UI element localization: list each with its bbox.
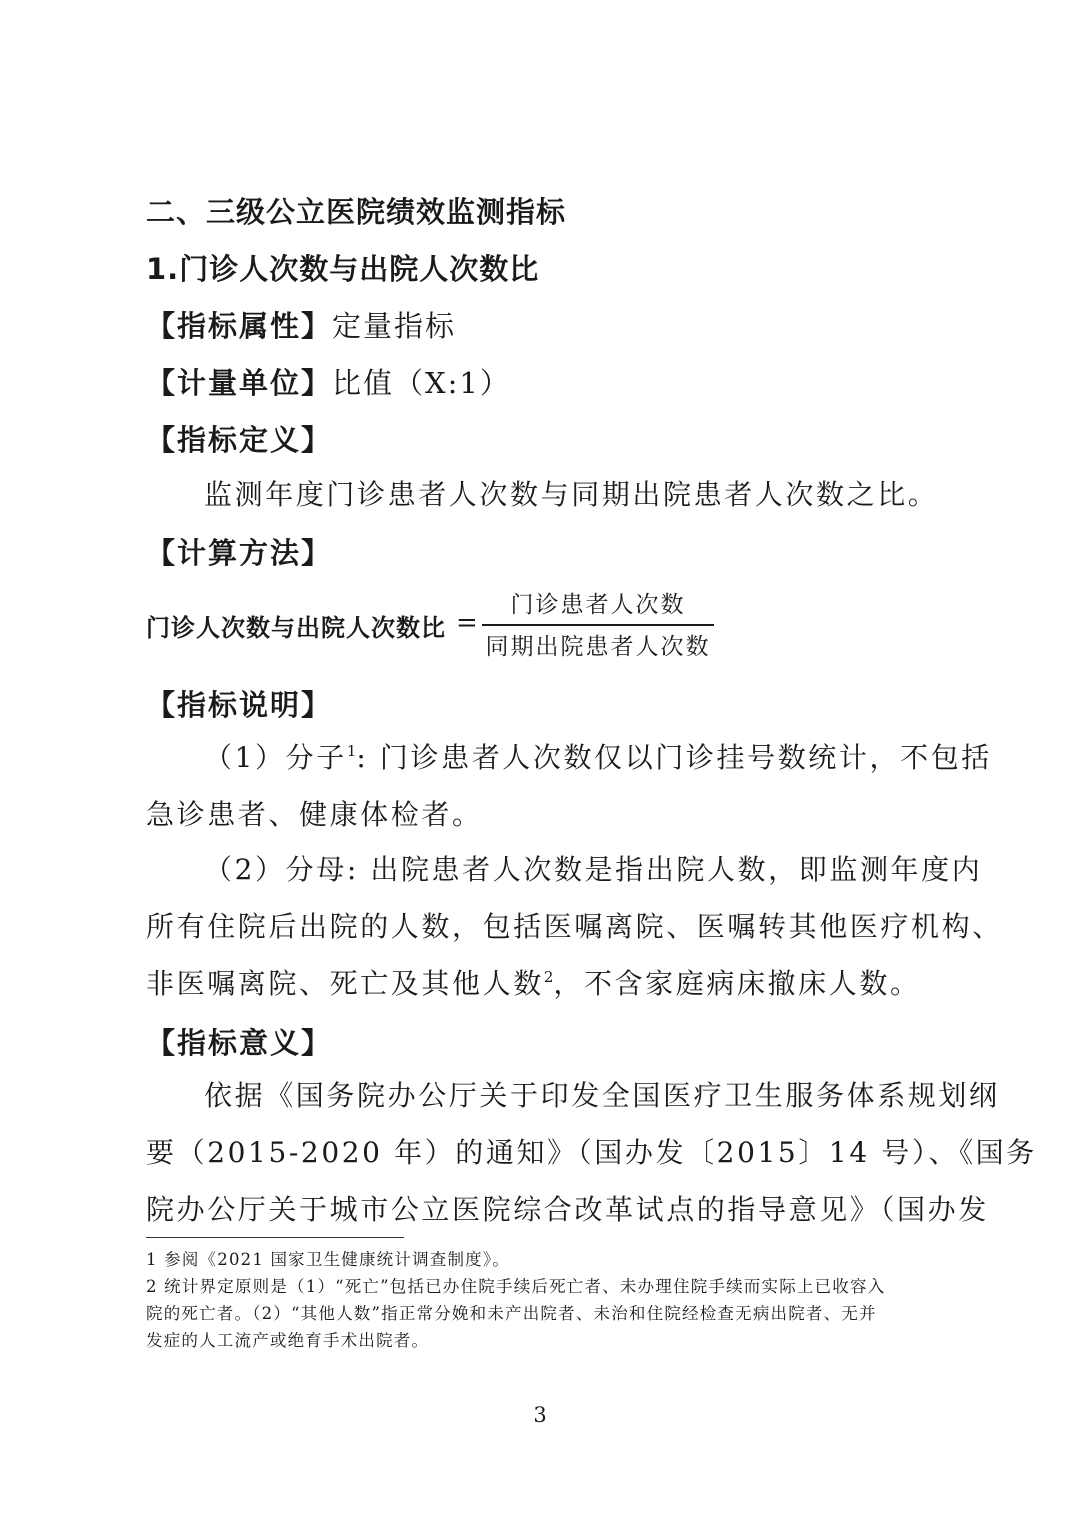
- significance-line-3: 院办公厅关于城市公立医院综合改革试点的指导意见》（国办发: [146, 1193, 989, 1226]
- page-number: 3: [533, 1403, 547, 1427]
- fraction-bar: [482, 624, 714, 626]
- attribute-row: [146, 304, 456, 345]
- significance-heading: 【指标意义】: [146, 1026, 333, 1060]
- formula-equals: =: [456, 608, 478, 638]
- explanation-item-2-line-1: （2）分母: 出院患者人次数是指出院人数，即监测年度内: [204, 853, 983, 886]
- explanation-item-2-line-2: 所有住院后出院的人数，包括医嘱离院、医嘱转其他医疗机构、: [146, 910, 1003, 943]
- explanation-item-1: [146, 729, 992, 843]
- explanation-heading: 【指标说明】: [146, 688, 333, 722]
- indicator-title: 1.门诊人次数与出院人次数比: [146, 252, 540, 286]
- footnote-divider: [146, 1237, 404, 1238]
- explanation-item-1-line-1: [146, 729, 992, 786]
- formula-fraction: [482, 588, 714, 664]
- footnote-ref-2: 2: [543, 968, 554, 986]
- section-title: 二、三级公立医院绩效监测指标: [146, 195, 567, 229]
- formula-left: 门诊人次数与出院人次数比: [146, 614, 446, 642]
- significance-line-1: 依据《国务院办公厅关于印发全国医疗卫生服务体系规划纲: [204, 1079, 1000, 1112]
- formula-denominator: 同期出院患者人次数: [485, 634, 711, 660]
- calculation-heading: 【计算方法】: [146, 536, 333, 570]
- unit-label: 【计量单位】: [146, 366, 333, 400]
- attribute-label: 【指标属性】: [146, 309, 333, 343]
- explanation-item-2-line-3: [146, 955, 946, 1012]
- item2-prefix: 非医嘱离院、死亡及其他人数: [146, 967, 544, 1000]
- item2-rest: ，不含家庭病床撤床人数。: [553, 967, 921, 1000]
- footnote-2-line-1: 2 统计界定原则是（1）“死亡”包括已办住院手续后死亡者、未办理住院手续而实际上已收容入: [146, 1277, 886, 1296]
- formula-numerator: 门诊患者人次数: [510, 592, 686, 618]
- significance-line-2: 要（2015-2020 年）的通知》（国办发〔2015〕14 号）、《国务: [146, 1136, 1037, 1169]
- footnote-2-line-3: 发症的人工流产或绝育手术出院者。: [146, 1331, 430, 1350]
- formula: [146, 588, 766, 668]
- unit-row: [146, 361, 511, 402]
- item1-prefix: （1）分子: [204, 741, 347, 774]
- footnotes: [146, 1246, 946, 1354]
- attribute-value: 定量指标: [332, 309, 457, 343]
- definition-heading: 【指标定义】: [146, 423, 333, 457]
- footnote-2-line-2: 院的死亡者。（2）“其他人数”指正常分娩和未产出院者、未治和住院经检查无病出院者、无并: [146, 1304, 877, 1323]
- definition-line: 监测年度门诊患者人次数与同期出院患者人次数之比。: [204, 478, 939, 511]
- explanation-item-1-line-2: 急诊患者、健康体检者。: [146, 798, 483, 831]
- unit-value: 比值（X:1）: [332, 366, 511, 400]
- footnote-1: 1 参阅《2021 国家卫生健康统计调查制度》。: [146, 1250, 511, 1269]
- definition-text: [146, 466, 946, 523]
- footnote-ref-1: 1: [346, 742, 357, 760]
- significance-text: [146, 1067, 1037, 1238]
- item1-rest: : 门诊患者人次数仅以门诊挂号数统计，不包括: [356, 741, 992, 774]
- explanation-item-2: [146, 841, 1003, 1012]
